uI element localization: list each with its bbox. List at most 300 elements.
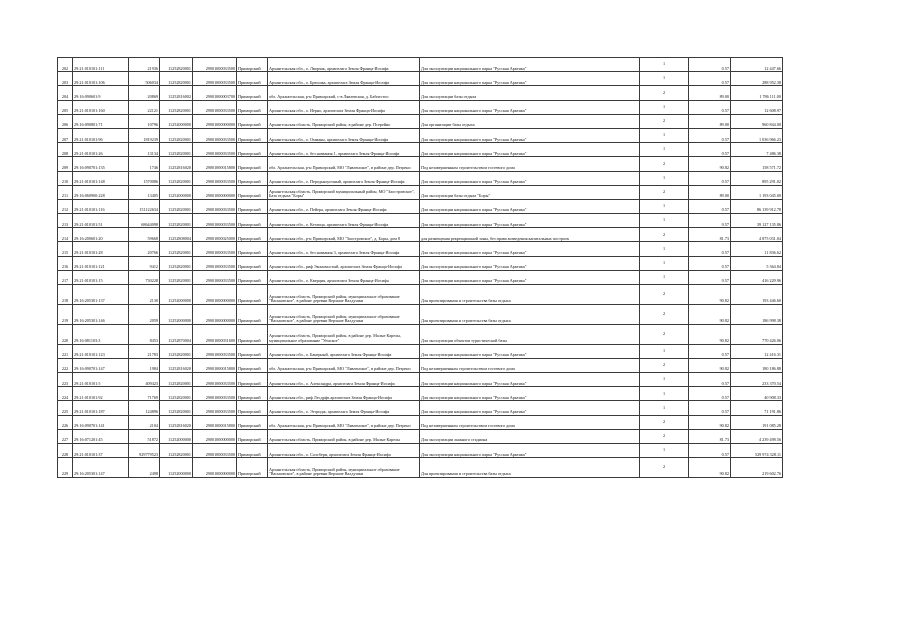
district-name: Приморский	[237, 72, 268, 86]
percent-value: 0.57	[689, 373, 731, 387]
purpose-text: Для эксплуатации национального парка "Русская Арктика"	[420, 401, 640, 415]
row-number: 210	[58, 171, 73, 185]
cadastral-number: 29:16:081103:3	[73, 324, 129, 344]
table-row	[58, 401, 783, 415]
area-value: 409423	[129, 373, 160, 387]
district-name: Приморский	[237, 171, 268, 185]
percent-value: 90.82	[689, 415, 731, 429]
district-name: Приморский	[237, 58, 268, 72]
table-row	[58, 58, 783, 72]
area-value: 1570086	[129, 171, 160, 185]
percent-value: 89.00	[689, 114, 731, 128]
cadastral-number: 29:21:010101:123	[73, 344, 129, 358]
district-name: Приморский	[237, 214, 268, 228]
row-number: 212	[58, 199, 73, 213]
row-number: 213	[58, 214, 73, 228]
address-text: Архангельская область, Приморский район, в районе дер. Псерейно	[268, 114, 420, 128]
cadastral-number: 29:21:010101:96	[73, 128, 129, 142]
district-name: Приморский	[237, 415, 268, 429]
purpose-text: Для эксплуатации национального парка "Русская Арктика"	[420, 72, 640, 86]
category-value: 1	[640, 242, 689, 256]
purpose-text: Для эксплуатации национального парка "Русская Арктика"	[420, 256, 640, 270]
row-number: 211	[58, 185, 73, 199]
cost-value: 233 370.54	[731, 373, 783, 387]
area-value: 124896	[129, 401, 160, 415]
cadastral-number: 29:16:205301:137	[73, 285, 129, 305]
percent-value: 0.57	[689, 344, 731, 358]
okato-code: 11252820001	[160, 443, 193, 457]
table-row	[58, 358, 783, 372]
percent-value: 0.57	[689, 143, 731, 157]
okato-code: 11252820001	[160, 100, 193, 114]
cost-value: 39 127 135.86	[731, 214, 783, 228]
okato-code: 11252820001	[160, 256, 193, 270]
cost-value: 12 608.97	[731, 100, 783, 114]
category-value: 2	[640, 285, 689, 305]
address-text: Архангельская обл., о. Пейера, архипелага Земля Франца-Иосифа	[268, 199, 420, 213]
table-row	[58, 214, 783, 228]
cadastral-number: 29:16:090801:71	[73, 114, 129, 128]
cost-value: 960 844.00	[731, 114, 783, 128]
row-number: 219	[58, 304, 73, 324]
category-value: 1	[640, 171, 689, 185]
row-number: 226	[58, 415, 73, 429]
cadastral-number: 29:21:010101:148	[73, 171, 129, 185]
area-value: 71769	[129, 387, 160, 401]
purpose-text: Для эксплуатации национального парка "Русская Арктика"	[420, 128, 640, 142]
okato-code: 11252808004	[160, 228, 193, 242]
oktmo-code: 29001000015800	[193, 157, 237, 171]
percent-value: 90.82	[689, 304, 731, 324]
percent-value: 90.82	[689, 358, 731, 372]
okato-code: 11252820001	[160, 270, 193, 284]
district-name: Приморский	[237, 242, 268, 256]
percent-value: 0.57	[689, 214, 731, 228]
category-value: 1	[640, 100, 689, 114]
cadastral-number: 29:16:200601:20	[73, 228, 129, 242]
district-name: Приморский	[237, 358, 268, 372]
cadastral-number: 29:16:205301:147	[73, 458, 129, 478]
table-row	[58, 458, 783, 478]
cadastral-number: 29:21:010101:116	[73, 199, 129, 213]
table-row	[58, 86, 783, 100]
table-row	[58, 242, 783, 256]
table-row	[58, 114, 783, 128]
oktmo-code: 29001000033500	[193, 242, 237, 256]
table-row	[58, 285, 783, 305]
okato-code: 11252000000	[160, 304, 193, 324]
row-number: 204	[58, 86, 73, 100]
district-name: Приморский	[237, 143, 268, 157]
area-value: 22121	[129, 100, 160, 114]
address-text: Архангельская область, Приморский район, в районе дер. Малые Карелы	[268, 429, 420, 443]
district-name: Приморский	[237, 443, 268, 457]
okato-code: 11252820001	[160, 401, 193, 415]
category-value: 2	[640, 304, 689, 324]
area-value: 68644098	[129, 214, 160, 228]
address-text: Архангельская обл., о. Перодьноупчный, архипелага Земля Франца-Иосифа	[268, 171, 420, 185]
percent-value: 0.57	[689, 100, 731, 114]
cost-value: 4 875 031.04	[731, 228, 783, 242]
district-name: Приморский	[237, 128, 268, 142]
cost-value: 895 291.02	[731, 171, 783, 185]
oktmo-code: 29001000033500	[193, 270, 237, 284]
district-name: Приморский	[237, 185, 268, 199]
okato-code: 11252816020	[160, 157, 193, 171]
address-text: Архангельская обл., р-н Приморский, МО "Заостровское", д. Боры, дом 8	[268, 228, 420, 242]
district-name: Приморский	[237, 114, 268, 128]
category-value: 2	[640, 415, 689, 429]
area-value: 730228	[129, 270, 160, 284]
address-text: Архангельская обл., о. Брюсика, архипелага Земля Франца-Иосифа	[268, 72, 420, 86]
district-name: Приморский	[237, 256, 268, 270]
cost-value: 770 426.06	[731, 324, 783, 344]
cost-value: 1 036 966.23	[731, 128, 783, 142]
table-row	[58, 199, 783, 213]
area-value: 8453	[129, 324, 160, 344]
cadastral-number: 29:21:010101:37	[73, 443, 129, 457]
oktmo-code: 29001000033500	[193, 72, 237, 86]
area-value: 51872	[129, 429, 160, 443]
okato-code: 11252820001	[160, 171, 193, 185]
okato-code: 11252816002	[160, 86, 193, 100]
cadastral-number: 29:21:010101:106	[73, 72, 129, 86]
percent-value: 0.57	[689, 256, 731, 270]
area-value: 506034	[129, 72, 160, 86]
row-number: 229	[58, 458, 73, 478]
area-value: 2059	[129, 304, 160, 324]
category-value: 1	[640, 214, 689, 228]
address-text: Архангельская область, Приморский район, в районе дер. Малые Карелы, муниципальное образование "Уемское"	[268, 324, 420, 344]
purpose-text: Для эксплуатации национального парка "Русская Арктика"	[420, 171, 640, 185]
percent-value: 0.57	[689, 387, 731, 401]
cadastral-number: 29:16:060900:228	[73, 185, 129, 199]
table-row	[58, 143, 783, 157]
purpose-text: Для эксплуатации национального парка "Русская Арктика"	[420, 373, 640, 387]
table-row	[58, 324, 783, 344]
okato-code: 11252820001	[160, 387, 193, 401]
area-value: 21936	[129, 58, 160, 72]
row-number: 228	[58, 443, 73, 457]
address-text: Архангельская обл., о. Александра, архипелага Земля Франца-Иосифа	[268, 373, 420, 387]
cadastral-number: 29:21:010101:15	[73, 270, 129, 284]
category-value: 1	[640, 72, 689, 86]
purpose-text: Под незавершенным строительством гостевого дома	[420, 415, 640, 429]
okato-code: 11252820001	[160, 72, 193, 86]
cadastral-number: 29:21:010101:111	[73, 58, 129, 72]
oktmo-code: 29001000033500	[193, 373, 237, 387]
okato-code: 11252000000	[160, 429, 193, 443]
oktmo-code: 29001000033500	[193, 344, 237, 358]
okato-code: 11252000000	[160, 114, 193, 128]
district-name: Приморский	[237, 285, 268, 305]
address-text: обл. Архангельская, р-н Приморский, МО "Лявленское", в районе дер. Пезрено	[268, 157, 420, 171]
oktmo-code: 29001000031600	[193, 324, 237, 344]
purpose-text: Для эксплуатации национального парка "Русская Арктика"	[420, 100, 640, 114]
purpose-text: Для эксплуатации базы отдыха "Боры"	[420, 185, 640, 199]
oktmo-code: 29001000000000	[193, 285, 237, 305]
percent-value: 0.57	[689, 401, 731, 415]
oktmo-code: 29001000033500	[193, 199, 237, 213]
district-name: Приморский	[237, 228, 268, 242]
cost-value: 1 193 045.00	[731, 185, 783, 199]
row-number: 216	[58, 256, 73, 270]
percent-value: 0.57	[689, 443, 731, 457]
category-value: 1	[640, 344, 689, 358]
purpose-text: Для проектирования и строительства базы отдыха	[420, 458, 640, 478]
cadastral-number: 29:16:205301:146	[73, 304, 129, 324]
percent-value: 89.00	[689, 86, 731, 100]
address-text: Архангельская обл., о. Банерный, архипелага Земля Франца-Иосифа	[268, 344, 420, 358]
address-text: Архангельская область, Приморский муниципальный район, МО "Заостровское", База отдыха "Боры"	[268, 185, 420, 199]
area-value: 13405	[129, 185, 160, 199]
okato-code: 11252816020	[160, 415, 193, 429]
purpose-text: Для эксплуатации национального парка "Русская Арктика"	[420, 242, 640, 256]
table-row	[58, 171, 783, 185]
row-number: 207	[58, 128, 73, 142]
percent-value: 90.82	[689, 458, 731, 478]
cadastral-number: 29:21:010101:26	[73, 143, 129, 157]
district-name: Приморский	[237, 86, 268, 100]
address-text: Архангельская обл., риф Экономостый, архипелага Земля Франца-Иосифа	[268, 256, 420, 270]
cadastral-number: 29:16:090601:9	[73, 86, 129, 100]
purpose-text: для размещения рекреационной зоны, без права возведения капитальных построек	[420, 228, 640, 242]
percent-value: 81.73	[689, 228, 731, 242]
category-value: 1	[640, 128, 689, 142]
oktmo-code: 29001000033500	[193, 214, 237, 228]
district-name: Приморский	[237, 344, 268, 358]
purpose-text: Для эксплуатации национального парка "Русская Арктика"	[420, 344, 640, 358]
oktmo-code: 29001000033500	[193, 443, 237, 457]
address-text: Архангельская область, Приморский район, муниципальное образование "Васьковское", в районе деревни Верхние Валдушки	[268, 285, 420, 305]
district-name: Приморский	[237, 401, 268, 415]
category-value: 1	[640, 387, 689, 401]
address-text: Архангельская обл., о. Иерно, архипелага Земля Франца-Иосифа	[268, 100, 420, 114]
percent-value: 0.57	[689, 242, 731, 256]
cadastral-number: 29:21:010101:92	[73, 387, 129, 401]
oktmo-code: 29001000000000	[193, 304, 237, 324]
cost-value: 5 364.84	[731, 256, 783, 270]
table-row	[58, 270, 783, 284]
purpose-text: Для эксплуатации лыжного стадиона	[420, 429, 640, 443]
purpose-text: Для эксплуатации объектов туристической базы	[420, 324, 640, 344]
cadastral-number: 29:21:010101:121	[73, 256, 129, 270]
row-number: 217	[58, 270, 73, 284]
cadastral-number: 29:21:010101:28	[73, 242, 129, 256]
cost-value: 86 139 912.78	[731, 199, 783, 213]
cost-value: 1 786 111.00	[731, 86, 783, 100]
percent-value: 0.57	[689, 72, 731, 86]
percent-value: 89.00	[689, 185, 731, 199]
okato-code: 11252820001	[160, 373, 193, 387]
cost-value: 71 191.86	[731, 401, 783, 415]
area-value: 20869	[129, 86, 160, 100]
district-name: Приморский	[237, 157, 268, 171]
oktmo-code: 29001000015800	[193, 358, 237, 372]
address-text: Архангельская обл., риф Лесдрфь архипелага Земля Франца-Иосифа	[268, 387, 420, 401]
cost-value: 219 602.76	[731, 458, 783, 478]
percent-value: 90.82	[689, 285, 731, 305]
table-row	[58, 387, 783, 401]
cadastral-number: 29:16:071201:45	[73, 429, 129, 443]
address-text: Архангельская обл., о. Солсбери, архипелага Земля Франца-Иосифа	[268, 443, 420, 457]
percent-value: 0.57	[689, 270, 731, 284]
okato-code: 11252870004	[160, 324, 193, 344]
row-number: 224	[58, 387, 73, 401]
address-text: Архангельская область, Приморский район, муниципальное образование "Васьковское", в районе деревни Верхние Валдушки	[268, 304, 420, 324]
row-number: 223	[58, 373, 73, 387]
table-row	[58, 157, 783, 171]
oktmo-code: 29001000033500	[193, 171, 237, 185]
category-value: 1	[640, 401, 689, 415]
row-number: 218	[58, 285, 73, 305]
category-value: 2	[640, 458, 689, 478]
row-number: 215	[58, 242, 73, 256]
okato-code: 11252820001	[160, 242, 193, 256]
address-text: Архангельская обл., о. без названия 1, архипелага Земля Франца-Иосифа	[268, 143, 420, 157]
oktmo-code: 29001000000000	[193, 185, 237, 199]
category-value: 1	[640, 58, 689, 72]
oktmo-code: 29001000033500	[193, 401, 237, 415]
category-value: 2	[640, 114, 689, 128]
cost-value: 7 486.38	[731, 143, 783, 157]
district-name: Приморский	[237, 199, 268, 213]
cost-value: 40 908.33	[731, 387, 783, 401]
address-text: Архангельская обл., о. Этгридж, архипелага Земля Франца-Иосифа	[268, 401, 420, 415]
cost-value: 416 229.96	[731, 270, 783, 284]
okato-code: 11252820001	[160, 58, 193, 72]
percent-value: 0.57	[689, 128, 731, 142]
cadastral-number: 29:21:010101:160	[73, 100, 129, 114]
address-text: Архангельская обл., о. без названия 3, архипелага Земля Франца-Иосифа	[268, 242, 420, 256]
cost-value: 11 836.62	[731, 242, 783, 256]
district-name: Приморский	[237, 270, 268, 284]
category-value: 2	[640, 358, 689, 372]
oktmo-code: 29001000033500	[193, 58, 237, 72]
table-row	[58, 373, 783, 387]
purpose-text: Для эксплуатации национального парка "Русская Арктика"	[420, 143, 640, 157]
okato-code: 11252000000	[160, 458, 193, 478]
area-value: 1819239	[129, 128, 160, 142]
percent-value: 0.57	[689, 199, 731, 213]
district-name: Приморский	[237, 304, 268, 324]
okato-code: 11252816020	[160, 358, 193, 372]
area-value: 1746	[129, 157, 160, 171]
area-value: 21783	[129, 344, 160, 358]
row-number: 209	[58, 157, 73, 171]
table-row	[58, 256, 783, 270]
okato-code: 11252820001	[160, 214, 193, 228]
purpose-text: Под незавершенным строительством гостевого дома	[420, 157, 640, 171]
category-value: 1	[640, 143, 689, 157]
table-row	[58, 100, 783, 114]
oktmo-code: 29001000000000	[193, 429, 237, 443]
okato-code: 11252000000	[160, 285, 193, 305]
cost-value: 4 239 498.56	[731, 429, 783, 443]
area-value: 151122634	[129, 199, 160, 213]
oktmo-code: 29001000033500	[193, 100, 237, 114]
land-plot-table	[57, 57, 783, 478]
purpose-text: Для эксплуатации национального парка "Русская Арктика"	[420, 214, 640, 228]
address-text: обл. Архангельская, р-н Приморский, МО "Лявленское", в районе дер. Пезрено	[268, 415, 420, 429]
row-number: 214	[58, 228, 73, 242]
row-number: 222	[58, 358, 73, 372]
cadastral-number: 29:16:090701:141	[73, 415, 129, 429]
address-text: Архангельская обл., о. Лворчак, архипелага Земля Франца-Иосифа	[268, 58, 420, 72]
row-number: 221	[58, 344, 73, 358]
district-name: Приморский	[237, 324, 268, 344]
row-number: 203	[58, 72, 73, 86]
area-value: 2498	[129, 458, 160, 478]
cadastral-number: 29:21:010101:51	[73, 214, 129, 228]
district-name: Приморский	[237, 429, 268, 443]
purpose-text: Для организации базы отдыха	[420, 114, 640, 128]
oktmo-code: 29001000033500	[193, 143, 237, 157]
cost-value: 288 952.38	[731, 72, 783, 86]
oktmo-code: 29001000000000	[193, 114, 237, 128]
row-number: 208	[58, 143, 73, 157]
okato-code: 11252000000	[160, 185, 193, 199]
purpose-text: Для эксплуатации национального парка "Русская Арктика"	[420, 443, 640, 457]
row-number: 206	[58, 114, 73, 128]
category-value: 2	[640, 324, 689, 344]
address-text: Архангельская обл., о. Кверция, архипелага Земля Франца-Иосифа	[268, 270, 420, 284]
district-name: Приморский	[237, 373, 268, 387]
purpose-text: Для проектирования и строительства базы отдыха	[420, 285, 640, 305]
okato-code: 11252820001	[160, 199, 193, 213]
table-row	[58, 72, 783, 86]
row-number: 205	[58, 100, 73, 114]
percent-value: 90.82	[689, 157, 731, 171]
purpose-text: Для эксплуатации базы отдыха	[420, 86, 640, 100]
percent-value: 81.73	[689, 429, 731, 443]
cadastral-number: 29:16:090701:147	[73, 358, 129, 372]
table-row	[58, 304, 783, 324]
address-text: Архангельская область, Приморский район, муниципальное образование "Васьковское", в районе деревни Верхние Валдушки	[268, 458, 420, 478]
area-value: 2130	[129, 285, 160, 305]
purpose-text: Для эксплуатации национального парка "Русская Арктика"	[420, 58, 640, 72]
address-text: обл. Архангельская, р-н Приморский, с-в Лявлевская, д. Бабиестоо	[268, 86, 420, 100]
area-value: 929779523	[129, 443, 160, 457]
category-value: 2	[640, 157, 689, 171]
cadastral-number: 29:16:090701:135	[73, 157, 129, 171]
table-row	[58, 185, 783, 199]
district-name: Приморский	[237, 387, 268, 401]
area-value: 13134	[129, 143, 160, 157]
row-number: 225	[58, 401, 73, 415]
okato-code: 11252820001	[160, 344, 193, 358]
purpose-text: Для проектирования и строительства базы отдыха	[420, 304, 640, 324]
cost-value: 12 447.66	[731, 58, 783, 72]
purpose-text: Для эксплуатации национального парка "Русская Арктика"	[420, 199, 640, 213]
table-row	[58, 228, 783, 242]
cost-value: 191 085.28	[731, 415, 783, 429]
oktmo-code: 29001000000000	[193, 458, 237, 478]
district-name: Приморский	[237, 458, 268, 478]
table-row	[58, 429, 783, 443]
area-value: 20766	[129, 242, 160, 256]
category-value: 1	[640, 270, 689, 284]
cost-value: 12 416.31	[731, 344, 783, 358]
cost-value: 193 446.60	[731, 285, 783, 305]
area-value: 1984	[129, 358, 160, 372]
area-value: 59668	[129, 228, 160, 242]
purpose-text: Для эксплуатации национального парка "Русская Арктика"	[420, 270, 640, 284]
table-row	[58, 128, 783, 142]
district-name: Приморский	[237, 100, 268, 114]
okato-code: 11252820001	[160, 128, 193, 142]
category-value: 1	[640, 443, 689, 457]
